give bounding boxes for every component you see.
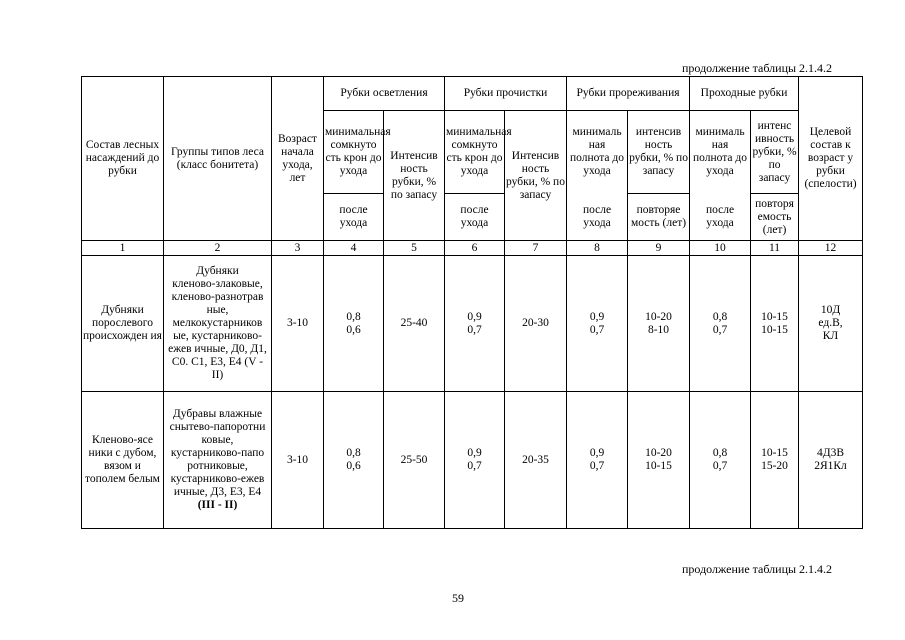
column-number: 1 [82, 241, 164, 256]
column-number: 8 [567, 241, 628, 256]
column-number: 11 [751, 241, 799, 256]
header-min-closure-cleaning: минимальная сомкнуто сть крон до ухода [445, 111, 505, 194]
column-number: 7 [505, 241, 567, 256]
forest-groups-title: Дубняки [196, 265, 239, 277]
forest-groups-title: Дубравы влажные [172, 408, 263, 420]
header-intensity-cleaning: Интенсив ность рубки, % по запасу [505, 111, 567, 241]
header-repeat-thinning: повторяе мость (лет) [628, 194, 690, 241]
cell-forest-groups [164, 392, 272, 529]
column-number: 4 [324, 241, 384, 256]
header-after-passage: после ухода [690, 194, 751, 241]
header-composition: Состав лесных насаждений до рубки [82, 77, 164, 241]
header-min-closure-lightening: минимальная сомкнуто сть крон до ухода [324, 111, 384, 194]
table-row [82, 392, 863, 529]
continuation-label-top: продолжение таблицы 2.1.4.2 [682, 61, 833, 75]
header-lightening: Рубки осветления [324, 77, 445, 111]
header-intensity-passage: интенс ивность рубки, % по запасу [751, 111, 799, 194]
column-number: 9 [628, 241, 690, 256]
column-number: 5 [384, 241, 445, 256]
forest-groups-text: снытево-папоротни ковые, кустарниково-папо ротниковые, кустарниково-ежев ичные, Д3, Е3, Е4 [169, 421, 266, 498]
cell-thinning-density: 0,9 0,7 [567, 392, 628, 529]
cell-target: 4Д3В 2Я1Кл [799, 392, 863, 529]
page-number: 59 [452, 591, 464, 605]
cell-thinning-density: 0,9 0,7 [567, 256, 628, 392]
cell-thinning-intensity: 10-20 8-10 [628, 256, 690, 392]
cell-lightening-intensity: 25-50 [384, 392, 445, 529]
column-number: 12 [799, 241, 863, 256]
forest-groups-text: кленово-злаковые, кленово-разнотрав ные, мелкокустарников ые, кустарниково-ежев ичные, Д0, Д1, С0. С1, Е3, Е4 (V - II) [168, 278, 267, 381]
column-number: 2 [164, 241, 272, 256]
cell-cleaning-intensity: 20-35 [505, 392, 567, 529]
header-repeat-passage: повторя емость (лет) [751, 194, 799, 241]
header-forest-groups: Группы типов леса (класс бонитета) [164, 77, 272, 241]
forest-groups-class: (III - II) [197, 499, 238, 511]
header-after-lightening: после ухода [324, 194, 384, 241]
header-intensity-lightening: Интенсив ность рубки, % по запасу [384, 111, 445, 241]
column-number: 10 [690, 241, 751, 256]
header-after-cleaning: после ухода [445, 194, 505, 241]
column-number: 3 [272, 241, 324, 256]
header-start-age: Возраст начала ухода, лет [272, 77, 324, 241]
cell-start-age: 3-10 [272, 392, 324, 529]
cell-cleaning-closure: 0,9 0,7 [445, 392, 505, 529]
cell-passage-intensity: 10-15 15-20 [751, 392, 799, 529]
cell-composition: Дубняки порослевого происхожден ия [82, 256, 164, 392]
header-thinning: Рубки прореживания [567, 77, 690, 111]
cell-passage-density: 0,8 0,7 [690, 256, 751, 392]
cell-composition: Кленово-ясе ники с дубом, вязом и тополем белым [82, 392, 164, 529]
header-min-density-thinning: минималь ная полнота до ухода [567, 111, 628, 194]
header-cleaning: Рубки прочистки [445, 77, 567, 111]
cell-lightening-closure: 0,8 0,6 [324, 256, 384, 392]
cell-forest-groups [164, 256, 272, 392]
header-after-thinning: после ухода [567, 194, 628, 241]
header-min-density-passage: минималь ная полнота до ухода [690, 111, 751, 194]
continuation-label-bottom: продолжение таблицы 2.1.4.2 [682, 562, 833, 576]
cell-thinning-intensity: 10-20 10-15 [628, 392, 690, 529]
column-number: 6 [445, 241, 505, 256]
header-intensity-thinning: интенсив ность рубки, % по запасу [628, 111, 690, 194]
cell-lightening-intensity: 25-40 [384, 256, 445, 392]
header-passage: Проходные рубки [690, 77, 799, 111]
cell-start-age: 3-10 [272, 256, 324, 392]
cell-target: 10Д ед.В, КЛ [799, 256, 863, 392]
silviculture-table [81, 76, 863, 529]
table-row [82, 256, 863, 392]
header-target: Целевой состав к возраст у рубки (спелости) [799, 77, 863, 241]
cell-cleaning-closure: 0,9 0,7 [445, 256, 505, 392]
cell-cleaning-intensity: 20-30 [505, 256, 567, 392]
cell-lightening-closure: 0,8 0,6 [324, 392, 384, 529]
cell-passage-intensity: 10-15 10-15 [751, 256, 799, 392]
cell-passage-density: 0,8 0,7 [690, 392, 751, 529]
